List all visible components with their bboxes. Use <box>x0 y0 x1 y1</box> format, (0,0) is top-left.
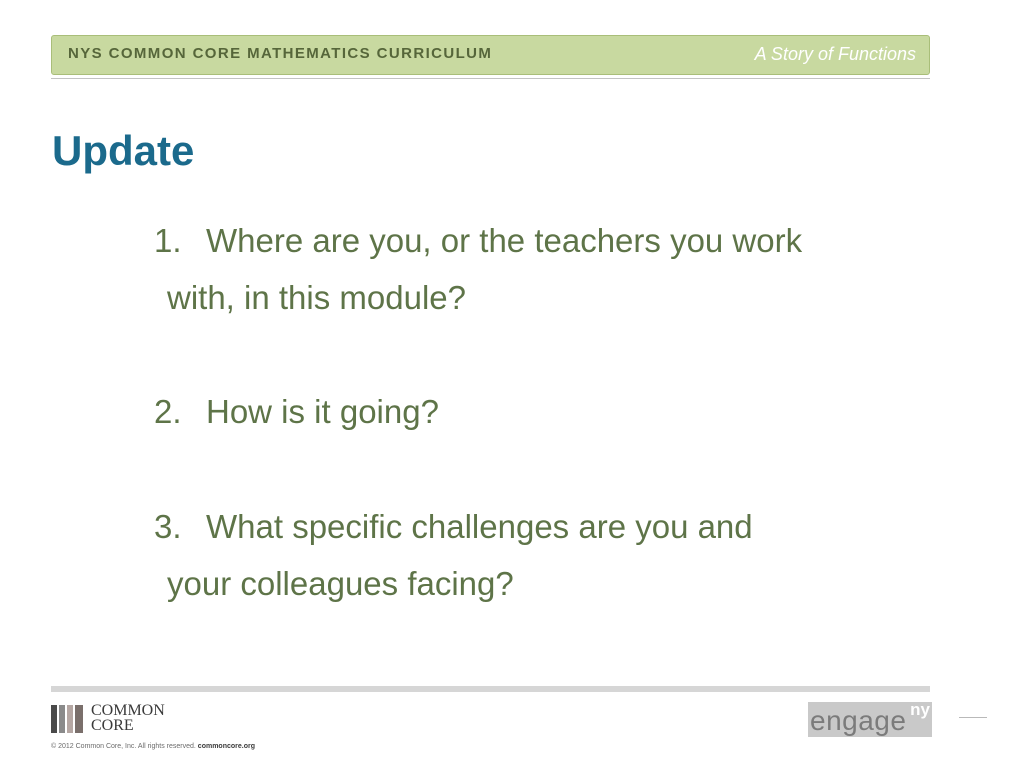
copyright-text: © 2012 Common Core, Inc. All rights reserved. <box>51 743 196 750</box>
question-text-continued: with, in this module? <box>167 279 466 316</box>
curriculum-title: NYS COMMON CORE MATHEMATICS CURRICULUM <box>68 45 493 62</box>
question-text: What specific challenges are you and <box>206 508 753 545</box>
slide-corner-mark <box>959 717 987 718</box>
question-text: How is it going? <box>206 393 439 430</box>
question-number: 3. <box>154 508 182 545</box>
question-text-continued: your colleagues facing? <box>167 565 514 602</box>
logo-line-2: CORE <box>91 717 134 734</box>
question-number: 1. <box>154 222 182 259</box>
engage-ny-logo <box>808 702 932 737</box>
header-divider <box>51 78 930 79</box>
slide-title: Update <box>52 127 195 174</box>
question-number: 2. <box>154 393 182 430</box>
copyright-link[interactable]: commoncore.org <box>197 743 255 750</box>
story-title: A Story of Functions <box>754 44 916 64</box>
ny-superscript: ny <box>910 700 930 719</box>
header-bar <box>51 35 930 75</box>
logo-line-1: COMMON <box>91 702 165 719</box>
footer-divider <box>51 686 930 692</box>
question-text: Where are you, or the teachers you work <box>206 222 803 259</box>
common-core-bars-icon <box>51 705 85 733</box>
engage-wordmark: engage <box>810 705 907 736</box>
common-core-wordmark <box>91 703 165 733</box>
copyright-notice <box>51 743 255 750</box>
